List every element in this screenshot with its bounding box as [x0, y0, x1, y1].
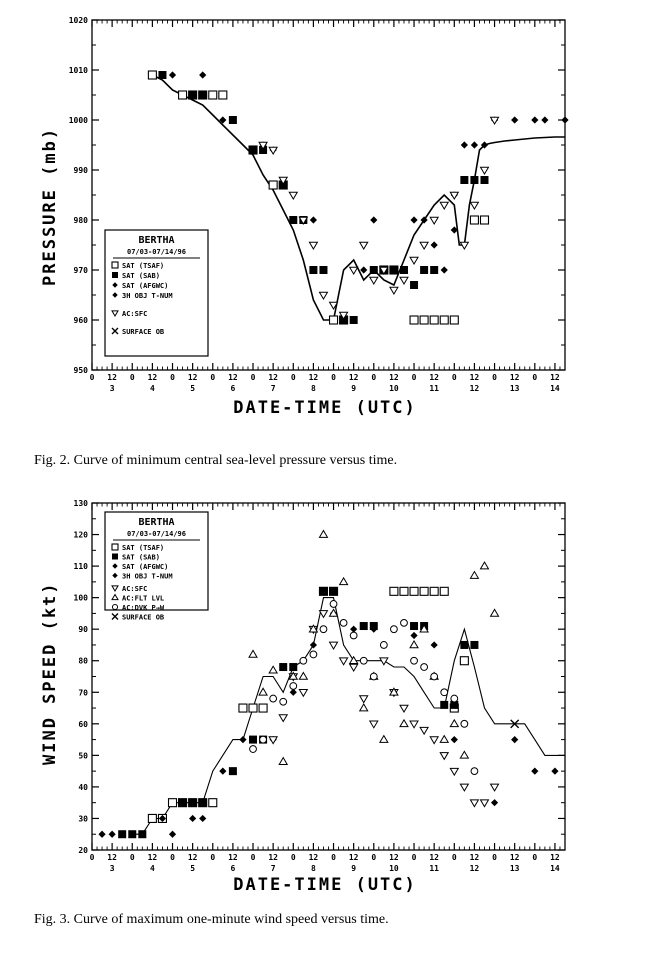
data-point-square-filled: [199, 91, 207, 99]
data-point-square-open: [450, 316, 458, 324]
data-point-circle: [330, 601, 337, 608]
data-point-diamond: [471, 141, 478, 148]
legend-marker-x: [112, 614, 118, 620]
day-label: 5: [190, 864, 196, 873]
data-point-tri-up: [279, 758, 287, 765]
x-tick-label: 12: [187, 853, 198, 862]
data-point-square-open: [219, 91, 227, 99]
data-point-tri-up: [259, 688, 267, 695]
data-point-square-open: [148, 71, 156, 79]
x-tick-label: 12: [348, 373, 359, 382]
data-point-diamond: [239, 736, 246, 743]
legend-label: SAT (AFGWC): [122, 563, 169, 571]
data-point-circle: [370, 673, 377, 680]
data-point-square-open: [470, 216, 478, 224]
data-point-square-open: [239, 704, 247, 712]
x-tick-label: 0: [411, 853, 417, 862]
data-point-circle: [471, 768, 478, 775]
data-point-tri-up: [380, 736, 388, 743]
data-point-square-filled: [189, 799, 197, 807]
legend-label: SURFACE OB: [122, 328, 165, 336]
data-point-circle: [401, 619, 408, 626]
data-point-square-open: [169, 799, 177, 807]
data-point-diamond: [169, 831, 176, 838]
figure-3-caption: Fig. 3. Curve of maximum one-minute wind speed versus time.: [34, 912, 389, 927]
data-point-circle: [431, 673, 438, 680]
x-tick-label: 12: [268, 373, 278, 382]
x-tick-label: 0: [532, 373, 538, 382]
day-label: 14: [550, 864, 560, 873]
y-tick-label: 960: [73, 316, 88, 325]
x-tick-label: 12: [147, 853, 158, 862]
y-tick-label: 30: [78, 814, 88, 824]
x-tick-label: 12: [308, 373, 319, 382]
data-point-circle: [290, 683, 297, 690]
data-point-tri-down: [370, 721, 378, 728]
data-point-diamond: [511, 736, 518, 743]
data-point-tri-down: [400, 705, 408, 712]
data-point-diamond: [531, 116, 538, 123]
x-tick-label: 0: [170, 373, 175, 382]
data-point-square-filled: [309, 266, 317, 274]
data-point-circle: [270, 695, 277, 702]
day-label: 3: [109, 864, 115, 873]
data-point-tri-up: [360, 704, 368, 711]
data-point-circle: [391, 626, 398, 633]
legend-label: SAT (TSAF): [122, 544, 165, 552]
legend-marker-circle: [112, 604, 117, 609]
data-point-square-open: [410, 316, 418, 324]
data-point-square-filled: [360, 622, 368, 630]
data-point-tri-down: [460, 784, 468, 791]
legend-dates: 07/03-07/14/96: [126, 530, 187, 538]
data-point-circle: [300, 657, 307, 664]
legend-label: 3H OBJ T-NUM: [122, 292, 173, 300]
pressure-chart: [0, 0, 671, 420]
x-tick-label: 12: [509, 853, 520, 862]
x-tick-label: 12: [469, 853, 480, 862]
data-point-tri-up: [440, 736, 448, 743]
x-tick-label: 12: [107, 373, 117, 382]
data-point-diamond: [310, 216, 317, 223]
data-point-tri-down: [480, 167, 488, 174]
x-tick-label: 12: [550, 853, 560, 862]
legend-title: BERTHA: [138, 517, 175, 528]
data-point-square-filled: [179, 799, 187, 807]
x-tick-label: 0: [331, 853, 336, 862]
y-tick-label: 950: [73, 366, 88, 375]
y-tick-label: 20: [78, 846, 88, 855]
data-point-diamond: [431, 241, 438, 248]
legend-title: BERTHA: [138, 235, 175, 246]
data-point-diamond: [360, 266, 367, 273]
y-tick-label: 70: [78, 688, 88, 698]
data-point-diamond: [370, 216, 377, 223]
x-tick-label: 12: [389, 373, 399, 382]
data-point-circle: [350, 632, 357, 639]
data-point-diamond: [199, 815, 206, 822]
x-tick-label: 0: [129, 373, 135, 382]
data-point-tri-down: [350, 267, 358, 274]
data-point-square-open: [148, 814, 156, 822]
data-point-diamond: [410, 632, 417, 639]
x-tick-label: 0: [492, 373, 497, 382]
day-label: 13: [509, 864, 520, 873]
data-point-circle: [421, 664, 428, 671]
data-point-tri-down: [360, 696, 368, 703]
data-point-square-open: [430, 316, 438, 324]
data-point-circle: [411, 657, 418, 664]
x-axis-title: DATE-TIME (UTC): [233, 398, 417, 418]
y-axis-title: WIND SPEED (kt): [40, 581, 60, 765]
day-label: 14: [550, 384, 560, 393]
best-track-line: [152, 75, 565, 320]
legend-label: SAT (SAB): [122, 272, 160, 280]
data-point-square-open: [390, 587, 398, 595]
data-point-tri-up: [269, 666, 277, 673]
data-point-square-open: [440, 587, 448, 595]
data-point-square-open: [430, 587, 438, 595]
data-point-tri-down: [299, 689, 307, 696]
data-point-tri-up: [249, 650, 257, 657]
data-point-tri-down: [330, 642, 338, 649]
data-point-tri-up: [450, 720, 458, 727]
data-point-circle: [340, 619, 347, 626]
x-tick-label: 12: [268, 853, 278, 862]
day-label: 3: [109, 384, 115, 393]
data-point-square-open: [269, 181, 277, 189]
data-point-tri-down: [380, 658, 388, 665]
day-label: 7: [270, 384, 276, 393]
data-point-tri-down: [390, 287, 398, 294]
day-label: 12: [469, 384, 480, 393]
legend-label: AC:SFC: [122, 585, 148, 593]
x-tick-label: 0: [411, 373, 417, 382]
data-point-square-filled: [430, 266, 438, 274]
data-point-square-filled: [158, 71, 166, 79]
data-point-square-filled: [440, 701, 448, 709]
data-point-tri-up: [319, 531, 327, 538]
data-point-square-filled: [118, 830, 126, 838]
x-tick-label: 0: [451, 373, 457, 382]
wind-legend: [105, 512, 208, 622]
x-tick-label: 0: [290, 373, 296, 382]
x-tick-label: 12: [509, 373, 520, 382]
data-point-circle: [310, 651, 317, 658]
data-point-diamond: [561, 116, 568, 123]
day-label: 12: [469, 864, 480, 873]
data-point-circle: [441, 689, 448, 696]
figure-2-caption: Fig. 2. Curve of minimum central sea-level pressure versus time.: [34, 453, 398, 468]
data-point-tri-down: [410, 257, 418, 264]
data-point-diamond: [410, 216, 417, 223]
x-tick-label: 0: [250, 853, 256, 862]
x-tick-label: 0: [89, 853, 95, 862]
x-tick-label: 0: [290, 853, 296, 862]
data-point-square-open: [249, 704, 257, 712]
data-point-square-filled: [289, 216, 297, 224]
x-tick-label: 0: [210, 373, 216, 382]
y-tick-label: 1020: [68, 16, 88, 25]
legend-marker-square-filled: [112, 272, 118, 278]
legend-marker-square-filled: [112, 554, 118, 560]
data-point-tri-down: [410, 721, 418, 728]
x-tick-label: 12: [550, 373, 560, 382]
x-tick-label: 12: [228, 373, 238, 382]
data-point-square-filled: [289, 663, 297, 671]
data-point-diamond: [310, 641, 317, 648]
y-tick-label: 80: [78, 656, 88, 666]
x-tick-label: 12: [187, 373, 198, 382]
y-tick-label: 990: [73, 166, 88, 175]
day-label: 9: [351, 384, 357, 393]
data-point-square-filled: [319, 587, 327, 595]
data-point-square-open: [420, 316, 428, 324]
data-point-diamond: [189, 815, 196, 822]
day-label: 6: [230, 864, 236, 873]
x-tick-label: 12: [429, 373, 439, 382]
data-point-square-open: [209, 799, 217, 807]
data-point-tri-up: [340, 578, 348, 585]
y-tick-label: 130: [73, 499, 88, 508]
data-point-tri-down: [430, 737, 438, 744]
legend-marker-square-open: [112, 544, 118, 550]
data-point-tri-down: [370, 277, 378, 284]
data-point-tri-down: [319, 611, 327, 618]
data-point-square-filled: [370, 266, 378, 274]
data-point-circle: [461, 720, 468, 727]
data-point-diamond: [541, 116, 548, 123]
data-point-square-open: [410, 587, 418, 595]
pressure-legend: [105, 230, 208, 356]
x-tick-label: 12: [348, 853, 359, 862]
x-tick-label: 12: [107, 853, 117, 862]
x-tick-label: 0: [492, 853, 497, 862]
day-label: 13: [509, 384, 520, 393]
y-tick-label: 1000: [68, 116, 88, 125]
data-point-square-open: [440, 316, 448, 324]
data-point-diamond: [199, 71, 206, 78]
x-tick-label: 12: [429, 853, 439, 862]
data-point-diamond: [169, 71, 176, 78]
data-point-square-filled: [249, 146, 257, 154]
data-point-square-filled: [420, 266, 428, 274]
data-point-square-filled: [460, 641, 468, 649]
day-label: 11: [429, 864, 439, 873]
data-point-tri-down: [420, 727, 428, 734]
wind-speed-chart: [0, 480, 671, 910]
y-tick-label: 110: [73, 562, 88, 572]
x-tick-label: 12: [469, 373, 480, 382]
data-point-square-filled: [229, 767, 237, 775]
data-point-tri-up: [410, 641, 418, 648]
data-point-square-open: [460, 657, 468, 665]
x-tick-label: 0: [210, 853, 216, 862]
data-point-square-filled: [480, 176, 488, 184]
y-tick-label: 40: [78, 782, 88, 792]
data-point-tri-down: [319, 292, 327, 299]
day-label: 6: [230, 384, 236, 393]
data-point-square-filled: [330, 587, 338, 595]
data-point-tri-up: [460, 751, 468, 758]
data-point-diamond: [219, 768, 226, 775]
y-tick-label: 60: [78, 719, 88, 729]
x-tick-label: 12: [308, 853, 319, 862]
x-tick-label: 0: [89, 373, 95, 382]
data-point-tri-up: [299, 673, 307, 680]
data-point-square-open: [330, 316, 338, 324]
data-point-tri-down: [400, 277, 408, 284]
day-label: 10: [389, 864, 399, 873]
data-point-tri-up: [491, 609, 499, 616]
data-point-square-filled: [279, 663, 287, 671]
data-point-tri-up: [470, 572, 478, 579]
legend-label: 3H OBJ T-NUM: [122, 572, 173, 581]
data-point-square-filled: [410, 281, 418, 289]
x-tick-label: 0: [371, 373, 377, 382]
y-tick-label: 1010: [68, 66, 88, 75]
data-point-square-open: [420, 587, 428, 595]
x-tick-label: 12: [147, 373, 158, 382]
y-tick-label: 90: [78, 625, 88, 635]
legend-marker-square-open: [112, 262, 118, 268]
data-point-square-open: [259, 704, 267, 712]
y-tick-label: 980: [73, 216, 88, 225]
y-tick-label: 970: [73, 266, 88, 275]
data-point-tri-down: [440, 202, 448, 209]
data-point-tri-down: [279, 715, 287, 722]
data-point-square-filled: [199, 799, 207, 807]
x-tick-label: 0: [532, 853, 538, 862]
data-point-square-open: [209, 91, 217, 99]
x-tick-label: 12: [389, 853, 399, 862]
data-point-diamond: [461, 141, 468, 148]
data-point-circle: [360, 657, 367, 664]
legend-label: SURFACE OB: [122, 613, 165, 622]
data-point-square-open: [400, 587, 408, 595]
data-point-square-filled: [319, 266, 327, 274]
data-point-diamond: [531, 768, 538, 775]
legend-label: AC:FLT LVL: [122, 594, 165, 603]
x-tick-label: 0: [331, 373, 336, 382]
data-point-diamond: [491, 799, 498, 806]
data-point-square-open: [480, 216, 488, 224]
data-point-diamond: [441, 266, 448, 273]
legend-label: SAT (AFGWC): [122, 282, 169, 290]
data-point-tri-down: [350, 664, 358, 671]
x-axis-title: DATE-TIME (UTC): [233, 875, 417, 895]
data-point-diamond: [451, 736, 458, 743]
data-point-circle: [380, 642, 387, 649]
x-tick-label: 0: [451, 853, 457, 862]
day-label: 10: [389, 384, 399, 393]
x-tick-label: 12: [228, 853, 238, 862]
data-point-diamond: [431, 641, 438, 648]
day-label: 8: [310, 864, 316, 873]
data-point-tri-up: [350, 657, 358, 664]
data-point-tri-up: [400, 720, 408, 727]
day-label: 9: [351, 864, 357, 873]
x-tick-label: 0: [129, 853, 135, 862]
day-label: 11: [429, 384, 439, 393]
data-point-circle: [451, 695, 458, 702]
data-point-square-filled: [410, 622, 418, 630]
data-point-tri-down: [450, 768, 458, 775]
data-point-tri-down: [340, 658, 348, 665]
data-point-tri-down: [480, 800, 488, 807]
x-tick-label: 0: [371, 853, 377, 862]
day-label: 4: [149, 864, 155, 873]
day-label: 4: [149, 384, 155, 393]
data-point-square-filled: [350, 316, 358, 324]
y-tick-label: 100: [73, 593, 88, 603]
data-point-tri-down: [420, 242, 428, 249]
data-point-circle: [260, 736, 267, 743]
x-tick-label: 0: [250, 373, 256, 382]
y-tick-label: 50: [78, 751, 88, 761]
data-point-tri-down: [289, 192, 297, 199]
data-point-tri-down: [470, 800, 478, 807]
data-point-circle: [250, 746, 257, 753]
day-label: 5: [190, 384, 196, 393]
data-point-square-open: [179, 91, 187, 99]
y-tick-label: 120: [73, 530, 88, 540]
y-axis-title: PRESSURE (mb): [40, 126, 60, 286]
data-point-circle: [320, 626, 327, 633]
legend-label: AC:SFC: [122, 310, 148, 318]
data-point-tri-down: [491, 784, 499, 791]
data-point-tri-down: [440, 753, 448, 760]
x-tick-label: 0: [170, 853, 175, 862]
legend-dates: 07/03-07/14/96: [126, 248, 187, 256]
best-track-line: [132, 598, 565, 835]
data-point-tri-up: [480, 562, 488, 569]
data-point-diamond: [551, 768, 558, 775]
data-point-square-filled: [460, 176, 468, 184]
data-point-circle: [280, 698, 287, 705]
day-label: 8: [310, 384, 316, 393]
data-point-tri-down: [309, 242, 317, 249]
data-point-diamond: [511, 116, 518, 123]
data-point-tri-down: [470, 202, 478, 209]
legend-label: SAT (SAB): [122, 553, 160, 562]
data-point-tri-down: [360, 242, 368, 249]
day-label: 7: [270, 864, 276, 873]
data-point-diamond: [98, 831, 105, 838]
legend-label: AC:DVK P→W: [122, 604, 165, 612]
data-point-square-filled: [189, 91, 197, 99]
data-point-tri-down: [430, 217, 438, 224]
legend-label: SAT (TSAF): [122, 262, 165, 270]
data-point-diamond: [109, 831, 116, 838]
